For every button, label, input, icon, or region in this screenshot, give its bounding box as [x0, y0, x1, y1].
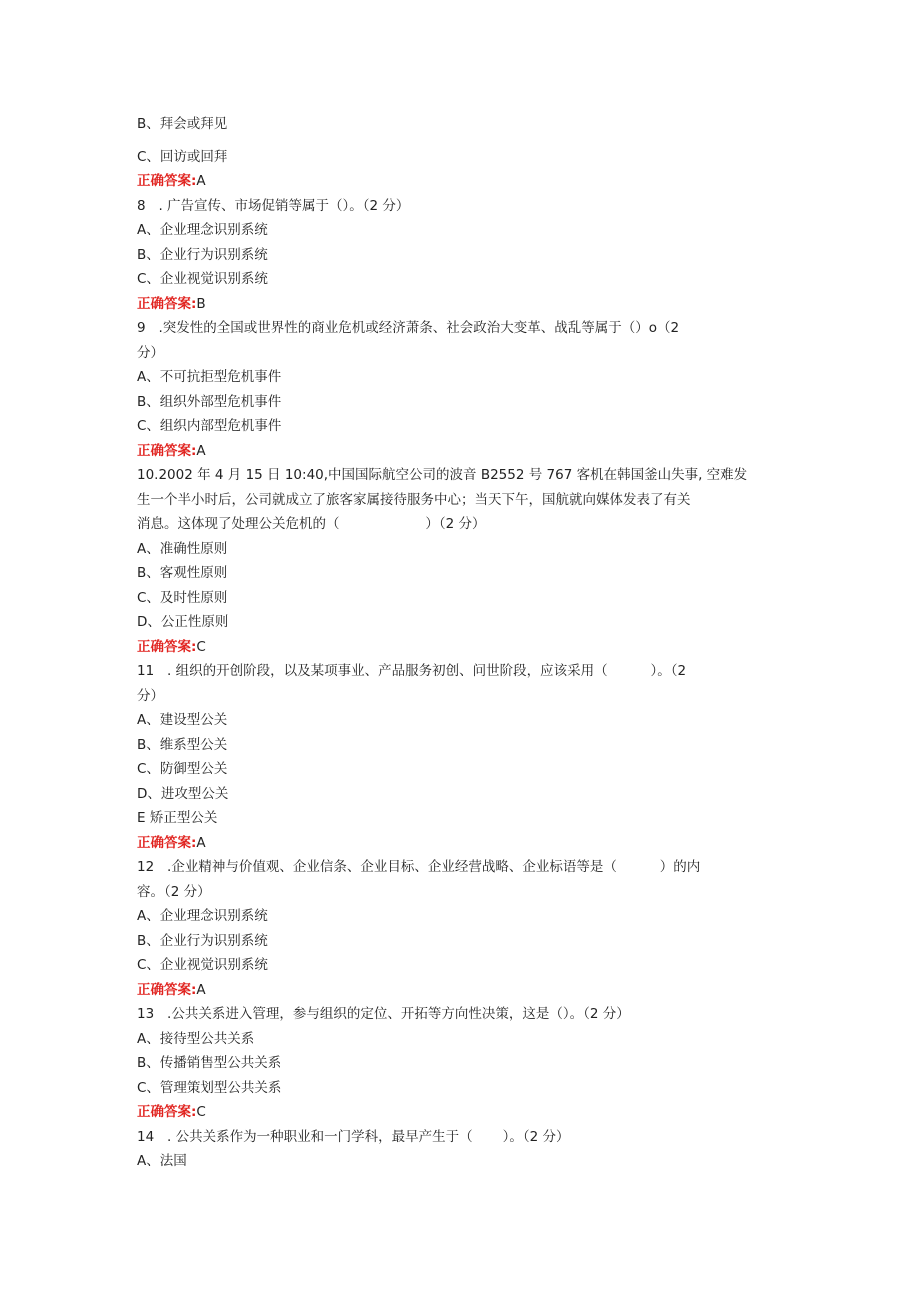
correct-answer-label: 正确答案:	[137, 442, 197, 459]
answer-option: B、组织外部型危机事件	[137, 393, 282, 410]
answer-option: C、管理策划型公共关系	[137, 1079, 282, 1096]
correct-answer	[137, 635, 787, 660]
correct-answer-value: C	[196, 1104, 206, 1120]
question-text: 消息。这体现了处理公关危机的（ ）（2 分）	[137, 516, 486, 532]
answer-option: A、接待型公共关系	[137, 1030, 255, 1047]
correct-answer-value: A	[196, 442, 206, 459]
question-text: 容。（2 分）	[137, 883, 211, 900]
correct-answer	[137, 978, 787, 1003]
correct-answer-value: C	[196, 638, 206, 655]
answer-option: A、建设型公关	[137, 712, 228, 728]
answer-option: C、回访或回拜	[137, 148, 228, 165]
answer-option: C、组织内部型危机事件	[137, 418, 282, 434]
answer-option: B、拜会或拜见	[137, 116, 228, 132]
answer-option: B、传播销售型公共关系	[137, 1055, 282, 1071]
correct-answer-value: A	[196, 834, 206, 851]
correct-answer-value: A	[196, 173, 206, 189]
correct-answer	[137, 439, 787, 464]
correct-answer	[137, 831, 787, 856]
answer-option: B、企业行为识别系统	[137, 932, 268, 949]
answer-option: C、防御型公关	[137, 761, 228, 777]
answer-option: C、企业视觉识别系统	[137, 271, 268, 287]
correct-answer	[137, 169, 787, 194]
correct-answer-label: 正确答案:	[137, 295, 197, 312]
question-text: 生一个半小时后，公司就成立了旅客家属接待服务中心；当天下午，国航就向媒体发表了有关	[137, 491, 691, 508]
answer-option: C、及时性原则	[137, 589, 228, 606]
question-text: 12 .企业精神与价值观、企业信条、企业目标、企业经营战略、企业标语等是（ ）的内	[137, 859, 701, 875]
answer-option: B、企业行为识别系统	[137, 246, 268, 263]
answer-option: A、法国	[137, 1153, 187, 1169]
answer-option: A、企业理念识别系统	[137, 908, 268, 924]
answer-option: A、企业理念识别系统	[137, 222, 268, 238]
answer-option: C、企业视觉识别系统	[137, 957, 268, 973]
question-text: 9 .突发性的全国或世界性的商业危机或经济萧条、社会政治大变革、战乱等属于（）o（2	[137, 320, 680, 336]
correct-answer-label: 正确答案:	[137, 173, 197, 189]
correct-answer-label: 正确答案:	[137, 981, 197, 998]
question-text: 10.2002 年 4 月 15 日 10:40,中国国际航空公司的波音 B2552 号 767 客机在韩国釜山失事, 空难发	[137, 467, 748, 483]
correct-answer	[137, 292, 787, 317]
correct-answer-label: 正确答案:	[137, 834, 197, 851]
correct-answer-label: 正确答案:	[137, 638, 197, 655]
question-text: 11 . 组织的开创阶段，以及某项事业、产品服务初创、问世阶段，应该采用（ ）。（2	[137, 663, 687, 679]
question-text: 8 . 广告宣传、市场促销等属于（）。（2 分）	[137, 197, 410, 214]
answer-option: D、进攻型公关	[137, 785, 229, 802]
answer-option: E 矫正型公关	[137, 810, 218, 826]
answer-option: B、客观性原则	[137, 565, 228, 581]
correct-answer-value: B	[196, 295, 206, 312]
document-body	[137, 112, 787, 1174]
question-text: 分）	[137, 344, 164, 361]
correct-answer-value: A	[196, 981, 206, 998]
answer-option: A、不可抗拒型危机事件	[137, 369, 282, 385]
question-text: 分）	[137, 687, 164, 704]
question-text: 13 .公共关系进入管理，参与组织的定位、开拓等方向性决策，这是（）。（2 分）	[137, 1006, 630, 1022]
question-text: 14 . 公共关系作为一种职业和一门学科，最早产生于（ ）。（2 分）	[137, 1128, 570, 1145]
correct-answer	[137, 1100, 787, 1125]
answer-option: A、准确性原则	[137, 540, 228, 557]
correct-answer-label: 正确答案:	[137, 1104, 197, 1120]
answer-option: D、公正性原则	[137, 614, 229, 630]
answer-option: B、维系型公关	[137, 736, 228, 753]
